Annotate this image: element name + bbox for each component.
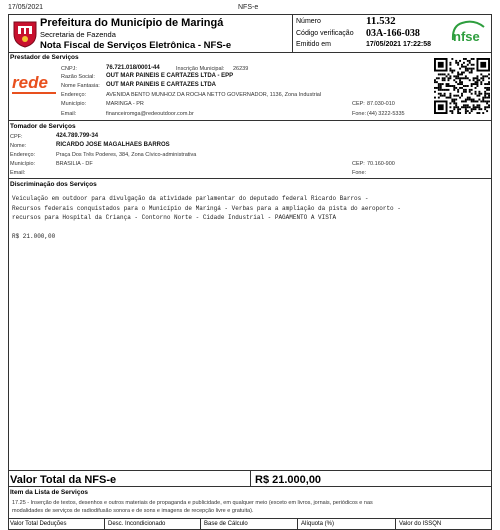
razao-label: Razão Social: (61, 74, 95, 80)
total-label: Valor Total da NFS-e (10, 474, 117, 486)
total-value: R$ 21.000,00 (255, 474, 322, 486)
footer-col-issqn: Valor do ISSQN (399, 521, 442, 527)
municipio-label: Município: (61, 101, 87, 107)
print-date: 17/05/2021 (8, 4, 44, 11)
emitido-value: 17/05/2021 17:22:58 (366, 41, 431, 48)
codigo-value: 03A-166-038 (366, 28, 420, 39)
header-bottom-rule (8, 52, 492, 53)
numero-label: Número (296, 18, 321, 25)
footer-top-rule (8, 518, 492, 519)
tomador-fone-label: Fone: (352, 170, 367, 176)
tomador-cep-value: 70.160-900 (367, 161, 395, 167)
municipality-name: Prefeitura do Município de Maringá (40, 17, 224, 29)
municipio-value: MARINGA - PR (106, 101, 144, 107)
tomador-endereco-label: Endereço: (10, 152, 36, 158)
cnpj-value: 76.721.018/0001-44 (106, 65, 160, 71)
discriminacao-line: recursos para Hospital da Criança - Contorno Norte - Cidade Industrial - PAGAMENTO A VISTA (12, 214, 337, 221)
im-value: 26239 (233, 66, 249, 72)
endereco-value: AVENIDA BENTO MUNHOZ DA ROCHA NETTO GOVERNADOR, 1136, Zona Industrial (106, 92, 322, 98)
tomador-email-label: Email: (10, 170, 26, 176)
total-divider (250, 470, 251, 486)
footer-divider (200, 518, 201, 530)
fantasia-value: OUT MAR PAINEIS E CARTAZES LTDA (106, 82, 216, 88)
department-name: Secretaria de Fazenda (40, 30, 116, 39)
footer-divider (104, 518, 105, 530)
prestador-bottom-rule (8, 120, 492, 121)
footer-col-desconto: Desc. Incondicionado (108, 521, 166, 527)
municipal-crest-icon (12, 18, 38, 48)
tomador-nome-value: RICARDO JOSE MAGALHAES BARROS (56, 142, 170, 148)
fantasia-label: Nome Fantasia: (61, 83, 100, 89)
endereco-label: Endereço: (61, 92, 87, 98)
tomador-cep-label: CEP: (352, 161, 365, 167)
cnpj-label: CNPJ: (61, 66, 77, 72)
tomador-municipio-label: Município: (10, 161, 36, 167)
fone-value: (44) 3222-5335 (367, 111, 405, 117)
footer-col-base: Base de Cálculo (204, 521, 248, 527)
footer-divider (297, 518, 298, 530)
razao-value: OUT MAR PAINEIS E CARTAZES LTDA - EPP (106, 73, 234, 79)
tomador-section-title: Tomador de Serviços (10, 123, 76, 130)
nfse-logo-icon (450, 18, 488, 46)
discriminacao-line: Veiculação em outdoor para divulgação da atividade parlamentar do deputado federal Ricardo Barros - (12, 195, 369, 202)
footer-col-aliquota: Alíquota (%) (301, 521, 335, 527)
discriminacao-text (12, 194, 401, 223)
numero-value: 11.532 (366, 15, 396, 27)
cep-value: 87.030-010 (367, 101, 395, 107)
email-label: Email: (61, 111, 77, 117)
footer-col-deducoes: Valor Total Deduções (10, 521, 67, 527)
tomador-cpf-label: CPF: (10, 134, 23, 140)
footer-divider (395, 518, 396, 530)
tomador-bottom-rule (8, 178, 492, 179)
tomador-municipio-value: BRASILIA - DF (56, 161, 93, 167)
emitido-label: Emitido em (296, 41, 332, 48)
document-title: Nota Fiscal de Serviços Eletrônica - NFS-e (40, 40, 232, 51)
svg-text:nfse: nfse (453, 29, 480, 44)
tomador-cpf-value: 424.789.799-34 (56, 133, 99, 139)
cep-label: CEP: (352, 101, 365, 107)
tomador-endereco-value: Praça Dos Três Poderes, 384, Zona Cívico-administrativa (56, 152, 197, 158)
qr-code-icon (434, 58, 490, 114)
discriminacao-amount: R$ 21.000,00 (12, 233, 56, 240)
total-bottom-rule (8, 486, 492, 487)
item-lista-section-title: Item da Lista de Serviços (10, 489, 89, 496)
print-title: NFS-e (238, 4, 259, 11)
discriminacao-section-title: Discriminação dos Serviços (10, 181, 97, 188)
item-lista-line-1: 17.25 - Inserção de textos, desenhos e outros materiais de propaganda e publicidade, em qualquer meio (exceto em livros, jornais, periódicos e nas (12, 500, 373, 506)
tomador-nome-label: Nome: (10, 143, 27, 149)
im-label: Inscrição Municipal: (176, 66, 225, 72)
header-divider (292, 14, 293, 52)
provider-logo: rede (12, 74, 56, 94)
codigo-label: Código verificação (296, 30, 354, 37)
email-value: financeiromga@redeoutdoor.com.br (106, 111, 194, 117)
discriminacao-line: Recursos federais conquistados para o Município de Maringá - Verbas para a ampliação da pista do aeroporto - (12, 204, 401, 212)
fone-label: Fone: (352, 111, 367, 117)
prestador-section-title: Prestador de Serviços (10, 54, 79, 61)
item-lista-line-2: modalidades de serviços de radiodifusão sonora e de sons e imagens de recepção livre e gratuita). (12, 508, 254, 514)
